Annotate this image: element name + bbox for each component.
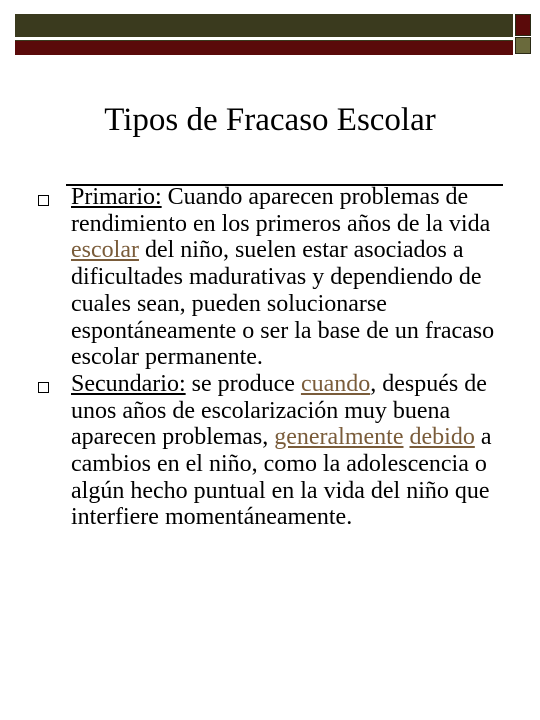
term-label: Secundario: [71, 370, 186, 397]
link-debido[interactable]: debido [409, 424, 475, 451]
list-item-secundario [0, 371, 540, 531]
item-text: Cuando aparecen problemas de rendimiento en los primeros años de la vida [71, 184, 491, 237]
corner-square-red [515, 14, 531, 36]
item-text: se produce [185, 370, 301, 397]
hollow-square-bullet-icon [38, 382, 49, 393]
slide-title: Tipos de Fracaso Escolar [104, 102, 436, 138]
header-decoration-bar [15, 14, 513, 54]
link-escolar[interactable]: escolar [71, 237, 139, 264]
item-text: a cambios en el niño, como la adolescencia o algún hecho puntual en la vida del niño que interfiere momentáneamente. [71, 424, 492, 531]
link-generalmente[interactable]: generalmente [274, 424, 404, 451]
header-bar-red [15, 40, 513, 55]
hollow-square-bullet-icon [38, 195, 49, 206]
term-label: Primario: [71, 184, 162, 210]
header-bar-dark [15, 14, 513, 37]
corner-square-olive [515, 37, 531, 54]
link-cuando[interactable]: cuando [300, 370, 371, 397]
bullet-list [0, 184, 540, 531]
item-text: del niño, suelen estar asociados a dificultades madurativas y dependiendo de cuales sean, pueden solucionarse espontáneamente o ser la base de un fracaso escolar permanente. [71, 237, 495, 371]
list-item-primario [0, 184, 540, 371]
item-text: , después de unos años de escolarización muy buena aparecen problemas, [71, 370, 487, 451]
